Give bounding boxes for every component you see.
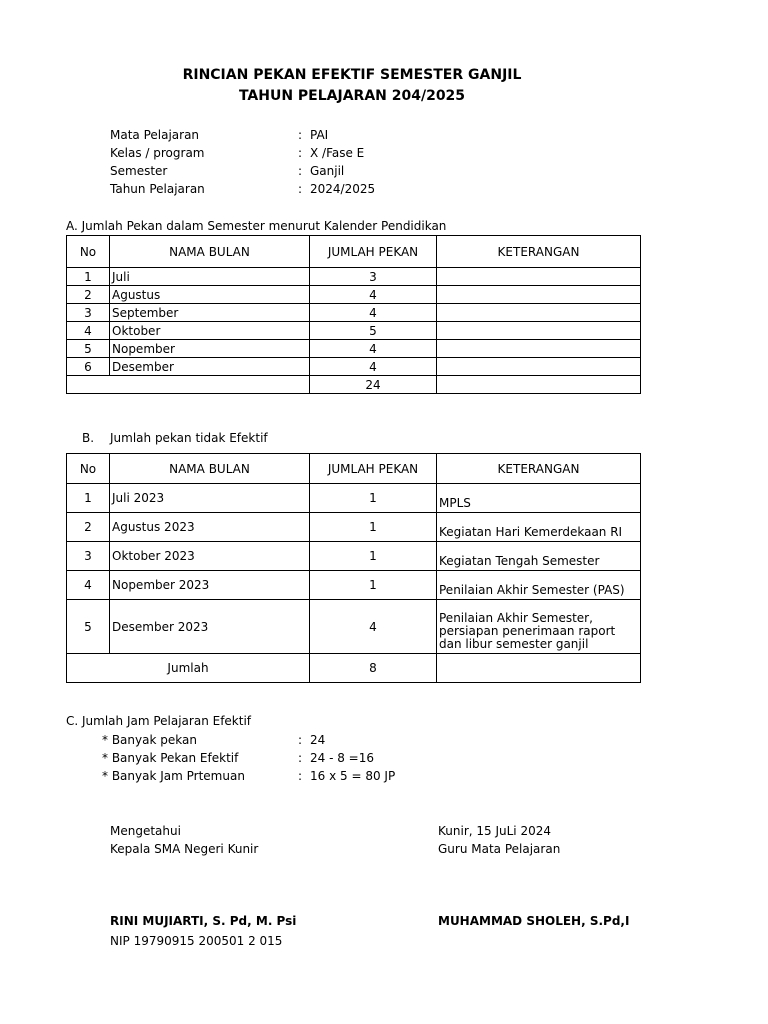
cell-bulan: Agustus 2023 <box>110 513 310 542</box>
cell-bulan: Oktober <box>110 322 310 340</box>
cell-pekan: 1 <box>310 542 437 571</box>
cell-keterangan: Kegiatan Tengah Semester <box>437 542 641 571</box>
cell-no: 2 <box>67 513 110 542</box>
section-c-colon: : <box>298 769 303 783</box>
cell-total-pekan: 8 <box>310 654 437 683</box>
section-c-value-pekan: 24 <box>310 733 326 747</box>
section-a-table <box>66 235 641 394</box>
cell-bulan: Juli <box>110 268 310 286</box>
cell-no: 4 <box>67 322 110 340</box>
section-b-prefix: B. <box>82 431 95 445</box>
cell-keterangan <box>437 304 641 322</box>
cell-pekan: 3 <box>310 268 437 286</box>
cell-no: 2 <box>67 286 110 304</box>
info-colon: : <box>298 146 303 160</box>
signature-right-name: MUHAMMAD SHOLEH, S.Pd,I <box>438 914 630 928</box>
cell-bulan: Nopember <box>110 340 310 358</box>
section-c-colon: : <box>298 751 303 765</box>
cell-bulan: September <box>110 304 310 322</box>
info-value-tahun: 2024/2025 <box>310 182 376 196</box>
cell-pekan: 4 <box>310 358 437 376</box>
cell-pekan: 5 <box>310 322 437 340</box>
table-row <box>67 322 641 340</box>
cell-total-label <box>67 376 310 394</box>
info-colon: : <box>298 128 303 142</box>
section-c-colon: : <box>298 733 303 747</box>
info-value-semester: Ganjil <box>310 164 345 178</box>
cell-pekan: 1 <box>310 571 437 600</box>
info-label-semester: Semester <box>110 164 168 178</box>
header-jumlah-pekan: JUMLAH PEKAN <box>310 236 437 268</box>
table-header-row <box>67 454 641 484</box>
cell-pekan: 1 <box>310 484 437 513</box>
cell-pekan: 4 <box>310 340 437 358</box>
cell-keterangan: Penilaian Akhir Semester, persiapan penerimaan raport dan libur semester ganjil <box>437 600 641 654</box>
table-row <box>67 513 641 542</box>
cell-bulan: Juli 2023 <box>110 484 310 513</box>
cell-keterangan: Penilaian Akhir Semester (PAS) <box>437 571 641 600</box>
cell-no: 1 <box>67 484 110 513</box>
header-jumlah-pekan: JUMLAH PEKAN <box>310 454 437 484</box>
cell-keterangan <box>437 654 641 683</box>
cell-bulan: Desember 2023 <box>110 600 310 654</box>
cell-bulan: Nopember 2023 <box>110 571 310 600</box>
info-colon: : <box>298 182 303 196</box>
cell-bulan: Desember <box>110 358 310 376</box>
cell-no: 3 <box>67 542 110 571</box>
cell-bulan: Oktober 2023 <box>110 542 310 571</box>
table-header-row <box>67 236 641 268</box>
info-value-mapel: PAI <box>310 128 329 142</box>
cell-keterangan: Kegiatan Hari Kemerdekaan RI <box>437 513 641 542</box>
info-label-mapel: Mata Pelajaran <box>110 128 200 142</box>
header-keterangan: KETERANGAN <box>437 454 641 484</box>
signature-right-line2: Guru Mata Pelajaran <box>438 842 561 856</box>
table-row <box>67 542 641 571</box>
table-row <box>67 340 641 358</box>
document-title: RINCIAN PEKAN EFEKTIF SEMESTER GANJIL <box>182 67 522 83</box>
signature-left-name: RINI MUJIARTI, S. Pd, M. Psi <box>110 914 297 928</box>
cell-pekan: 4 <box>310 600 437 654</box>
info-colon: : <box>298 164 303 178</box>
cell-keterangan <box>437 358 641 376</box>
document-subtitle: TAHUN PELAJARAN 204/2025 <box>238 88 466 104</box>
table-total-row <box>67 654 641 683</box>
info-label-kelas: Kelas / program <box>110 146 205 160</box>
cell-total-label: Jumlah <box>67 654 310 683</box>
cell-keterangan <box>437 286 641 304</box>
table-total-row <box>67 376 641 394</box>
cell-no: 4 <box>67 571 110 600</box>
cell-keterangan <box>437 268 641 286</box>
section-b-table <box>66 453 641 683</box>
header-keterangan: KETERANGAN <box>437 236 641 268</box>
info-value-kelas: X /Fase E <box>310 146 365 160</box>
table-row <box>67 304 641 322</box>
section-c-label-efektif: * Banyak Pekan Efektif <box>102 751 239 765</box>
cell-no: 6 <box>67 358 110 376</box>
table-row <box>67 286 641 304</box>
section-a-heading: A. Jumlah Pekan dalam Semester menurut Kalender Pendidikan <box>66 219 447 233</box>
cell-no: 3 <box>67 304 110 322</box>
cell-keterangan <box>437 376 641 394</box>
table-row <box>67 571 641 600</box>
cell-bulan: Agustus <box>110 286 310 304</box>
info-label-tahun: Tahun Pelajaran <box>110 182 205 196</box>
cell-keterangan <box>437 322 641 340</box>
signature-left-line1: Mengetahui <box>110 824 181 838</box>
table-row <box>67 358 641 376</box>
signature-left-nip: NIP 19790915 200501 2 015 <box>110 934 283 948</box>
section-b-heading: Jumlah pekan tidak Efektif <box>110 431 268 445</box>
signature-left-line2: Kepala SMA Negeri Kunir <box>110 842 259 856</box>
table-row <box>67 600 641 654</box>
signature-right-line1: Kunir, 15 JuLi 2024 <box>438 824 551 838</box>
cell-no: 5 <box>67 600 110 654</box>
cell-keterangan: MPLS <box>437 484 641 513</box>
header-no: No <box>67 454 110 484</box>
cell-pekan: 4 <box>310 286 437 304</box>
cell-no: 1 <box>67 268 110 286</box>
section-c-label-pekan: * Banyak pekan <box>102 733 197 747</box>
header-no: No <box>67 236 110 268</box>
cell-pekan: 1 <box>310 513 437 542</box>
cell-total-pekan: 24 <box>310 376 437 394</box>
header-nama-bulan: NAMA BULAN <box>110 454 310 484</box>
header-nama-bulan: NAMA BULAN <box>110 236 310 268</box>
section-c-value-efektif: 24 - 8 =16 <box>310 751 375 765</box>
section-c-heading: C. Jumlah Jam Pelajaran Efektif <box>66 714 252 728</box>
table-row <box>67 268 641 286</box>
section-c-value-jam: 16 x 5 = 80 JP <box>310 769 396 783</box>
cell-keterangan <box>437 340 641 358</box>
cell-no: 5 <box>67 340 110 358</box>
table-row <box>67 484 641 513</box>
section-c-label-jam: * Banyak Jam Prtemuan <box>102 769 245 783</box>
cell-pekan: 4 <box>310 304 437 322</box>
